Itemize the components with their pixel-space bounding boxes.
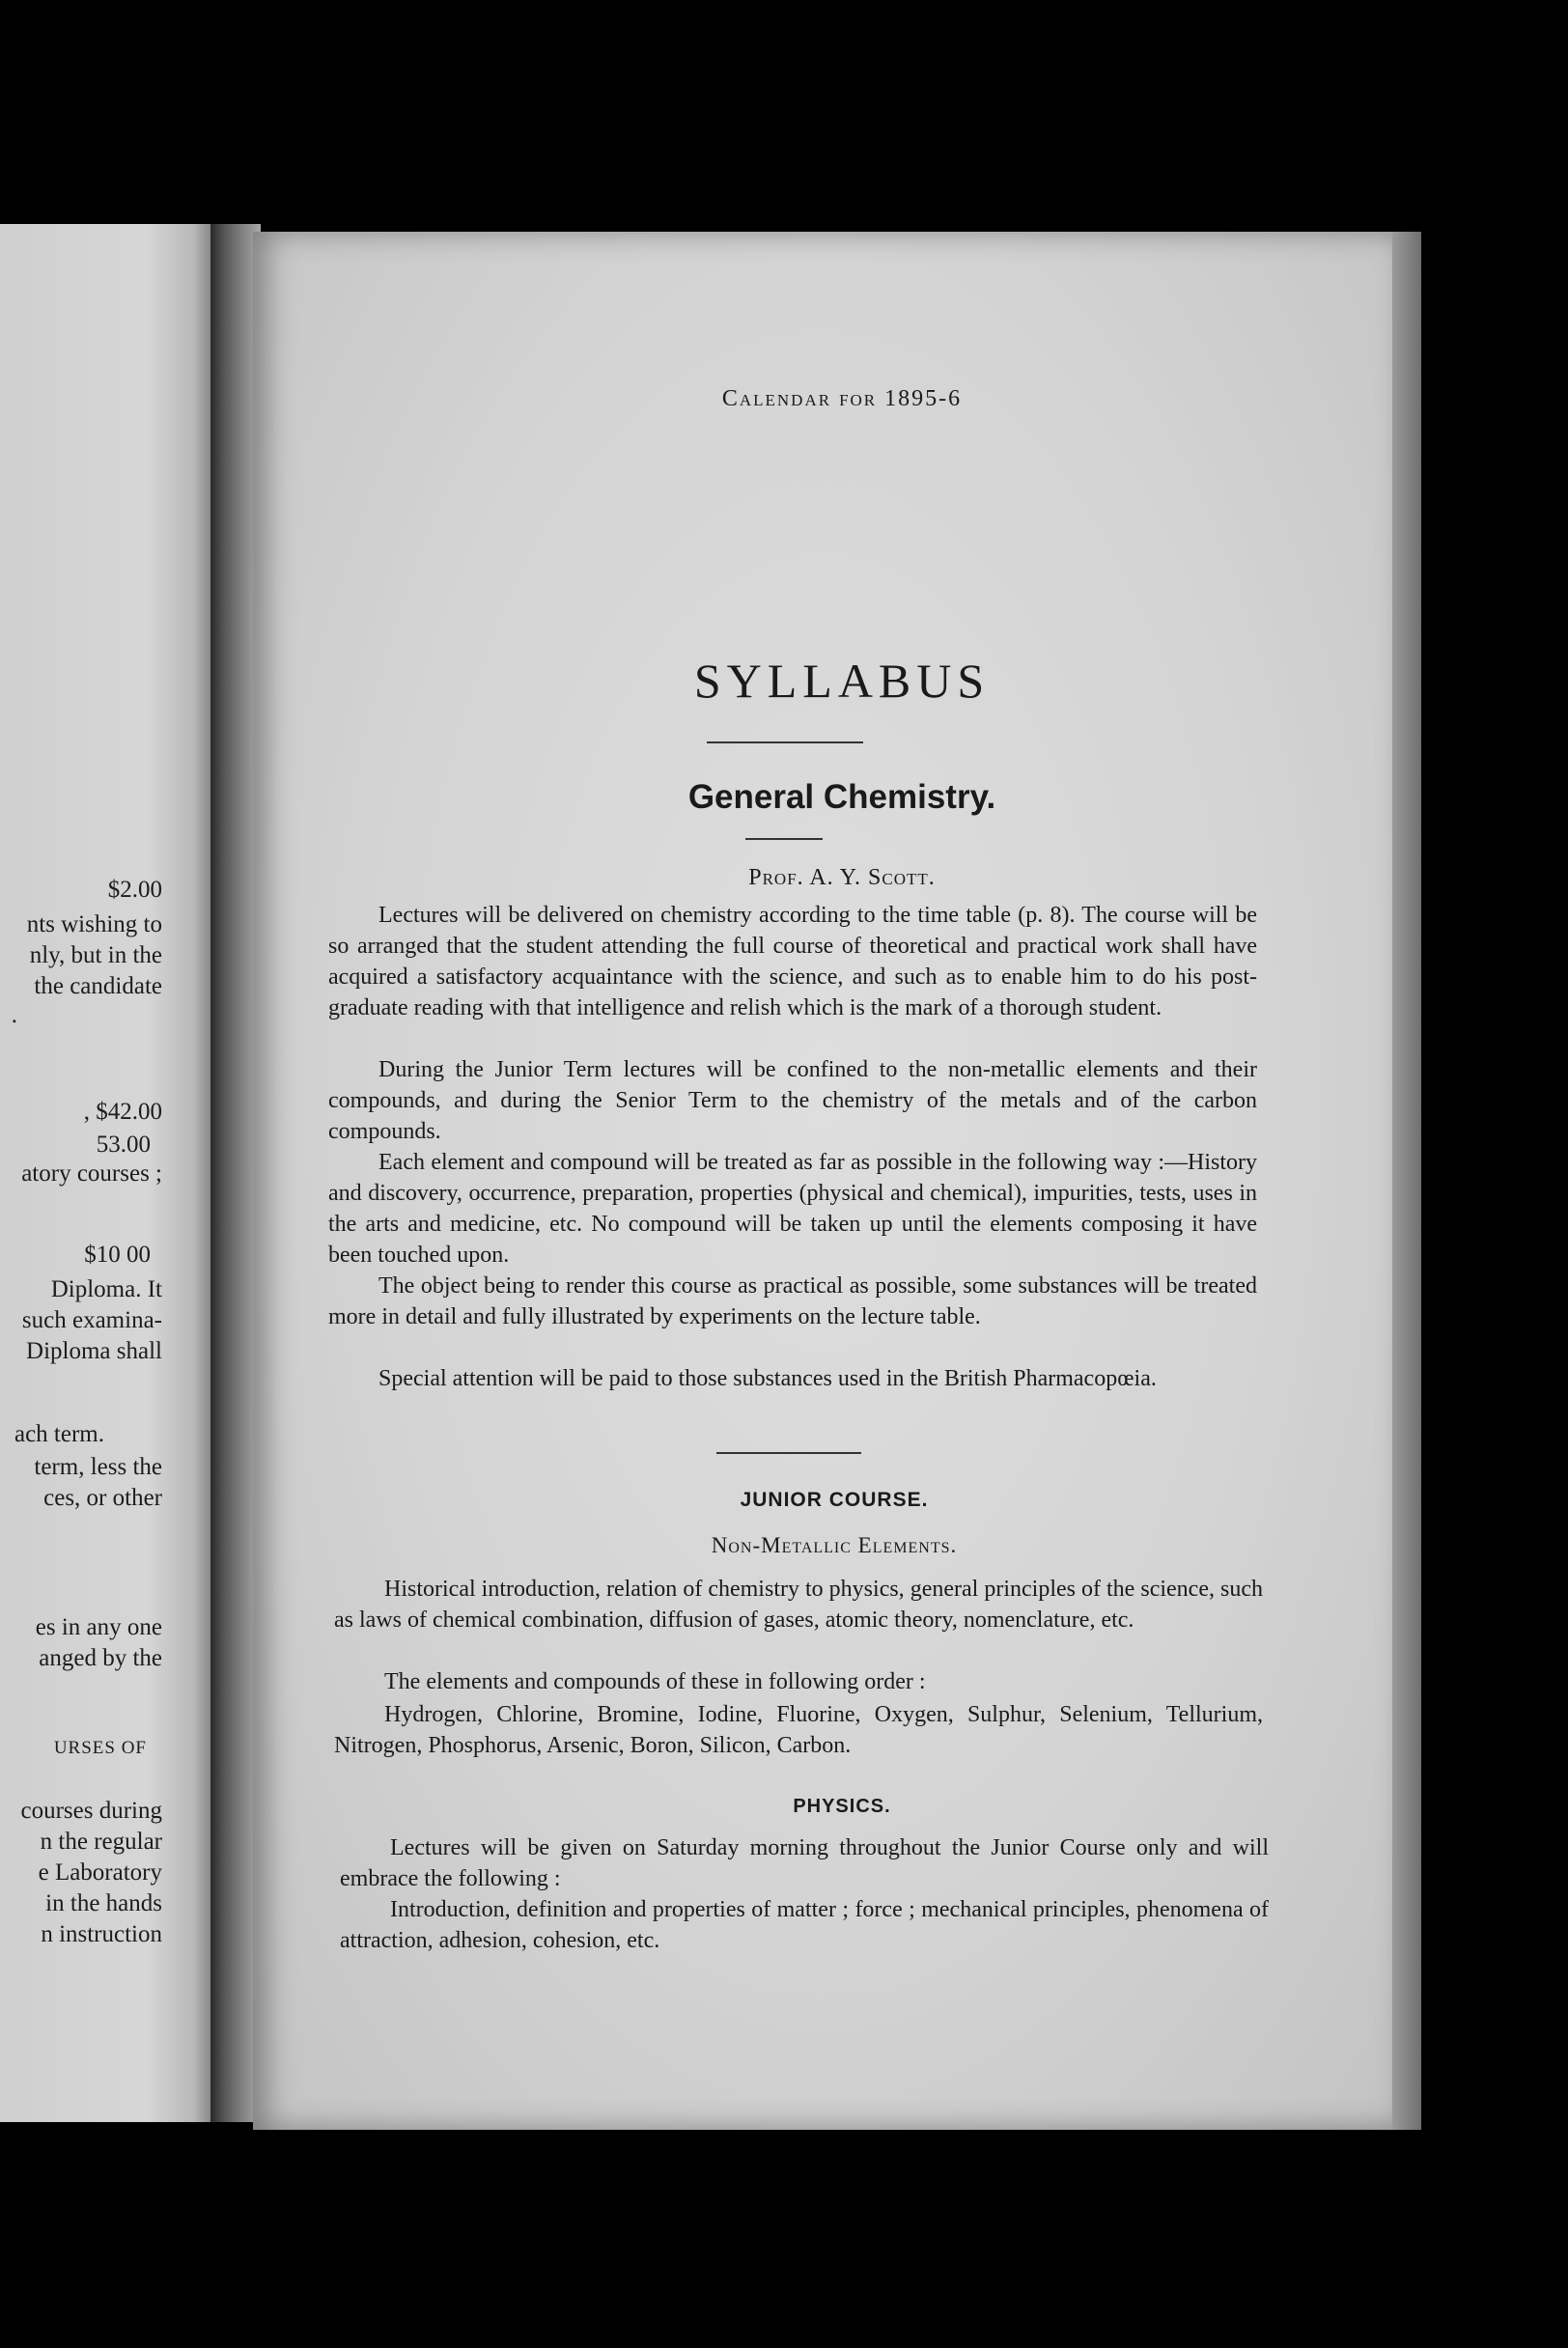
page-title: SYLLABUS xyxy=(693,654,991,708)
left-page-line: URSES OF xyxy=(53,1738,147,1758)
left-page-line: n instruction xyxy=(41,1921,162,1947)
left-page-line: . xyxy=(11,1002,17,1028)
right-page xyxy=(253,232,1392,2130)
intro-paragraph: Special attention will be paid to those substances used in the British Pharmacopœia. xyxy=(378,1366,1157,1391)
left-page-line: ach term. xyxy=(14,1421,104,1447)
left-page-line: in the hands xyxy=(45,1890,162,1916)
section-rule xyxy=(745,838,823,840)
left-page-line: , $42.00 xyxy=(83,1099,162,1125)
intro-paragraph: During the Junior Term lectures will be confined to the non-metallic elements and their compounds, and during the Senior Term to the chemistry of the metals and of the carbon compounds. xyxy=(328,1057,1257,1144)
intro-paragraph: Each element and compound will be treated as far as possible in the following way :—History and discovery, occurrence, preparation, properties (physical and chemical), impurities, tests, uses in the arts and medicine, etc. No compound will be taken up until the elements composing it have been touched upon. xyxy=(328,1150,1257,1268)
running-head: Calendar for 1895-6 xyxy=(721,386,963,411)
left-page-line: anged by the xyxy=(39,1645,162,1671)
left-page-line: e Laboratory xyxy=(38,1859,162,1886)
left-page-line: the candidate xyxy=(34,973,162,999)
left-page-line: such examina- xyxy=(21,1307,162,1333)
intro-paragraph: Lectures will be delivered on chemistry according to the time table (p. 8). The course will be so arranged that the student attending the full course of theoretical and practical work shall have acquired a satisfactory acquaintance with the science, and such as to enable him to do his post-graduate reading with that intelligence and relish which is the mark of a thorough student. xyxy=(328,903,1257,1020)
left-page-line: es in any one xyxy=(35,1614,162,1640)
left-page-line: 53.00 xyxy=(96,1132,151,1158)
intro-paragraph: The object being to render this course as practical as possible, some substances will be treated more in detail and fully illustrated by experiments on the lecture table. xyxy=(328,1273,1257,1329)
left-page-line: atory courses ; xyxy=(21,1160,162,1187)
physics-paragraph: Introduction, definition and properties of matter ; force ; mechanical principles, phenomena of attraction, adhesion, cohesion, etc. xyxy=(340,1897,1269,1953)
physics-heading: PHYSICS. xyxy=(793,1796,891,1817)
divider-rule xyxy=(716,1452,861,1454)
left-page-line: courses during xyxy=(20,1798,162,1824)
left-page-line: $10 00 xyxy=(84,1242,151,1268)
junior-course-heading: JUNIOR COURSE. xyxy=(740,1489,929,1511)
section-title: General Chemistry. xyxy=(687,778,996,816)
physics-paragraph: Lectures will be given on Saturday morning throughout the Junior Course only and will embrace the following : xyxy=(340,1835,1269,1891)
non-metallic-subheading: Non-Metallic Elements. xyxy=(711,1533,958,1557)
left-page-line: ces, or other xyxy=(43,1485,162,1511)
page-edge xyxy=(1392,232,1421,2130)
left-page-line: $2.00 xyxy=(107,877,162,903)
left-page-line: Diploma. It xyxy=(50,1276,162,1302)
left-page-line: Diploma shall xyxy=(26,1338,162,1364)
title-rule xyxy=(707,741,863,743)
junior-paragraph: Historical introduction, relation of chemistry to physics, general principles of the science, such as laws of chemical combination, diffusion of gases, atomic theory, nomenclature, etc. xyxy=(334,1577,1263,1633)
left-page xyxy=(0,224,210,2122)
left-page-line: nts wishing to xyxy=(26,911,162,937)
left-page-line: n the regular xyxy=(40,1829,162,1855)
junior-paragraph: The elements and compounds of these in following order : xyxy=(384,1669,926,1694)
left-page-line: term, less the xyxy=(34,1454,162,1480)
left-page-line: nly, but in the xyxy=(29,942,162,968)
professor-name: Prof. A. Y. Scott. xyxy=(748,865,936,890)
junior-paragraph: Hydrogen, Chlorine, Bromine, Iodine, Fluorine, Oxygen, Sulphur, Selenium, Tellurium, Nitrogen, Phosphorus, Arsenic, Boron, Silicon, Carbon. xyxy=(334,1702,1263,1758)
